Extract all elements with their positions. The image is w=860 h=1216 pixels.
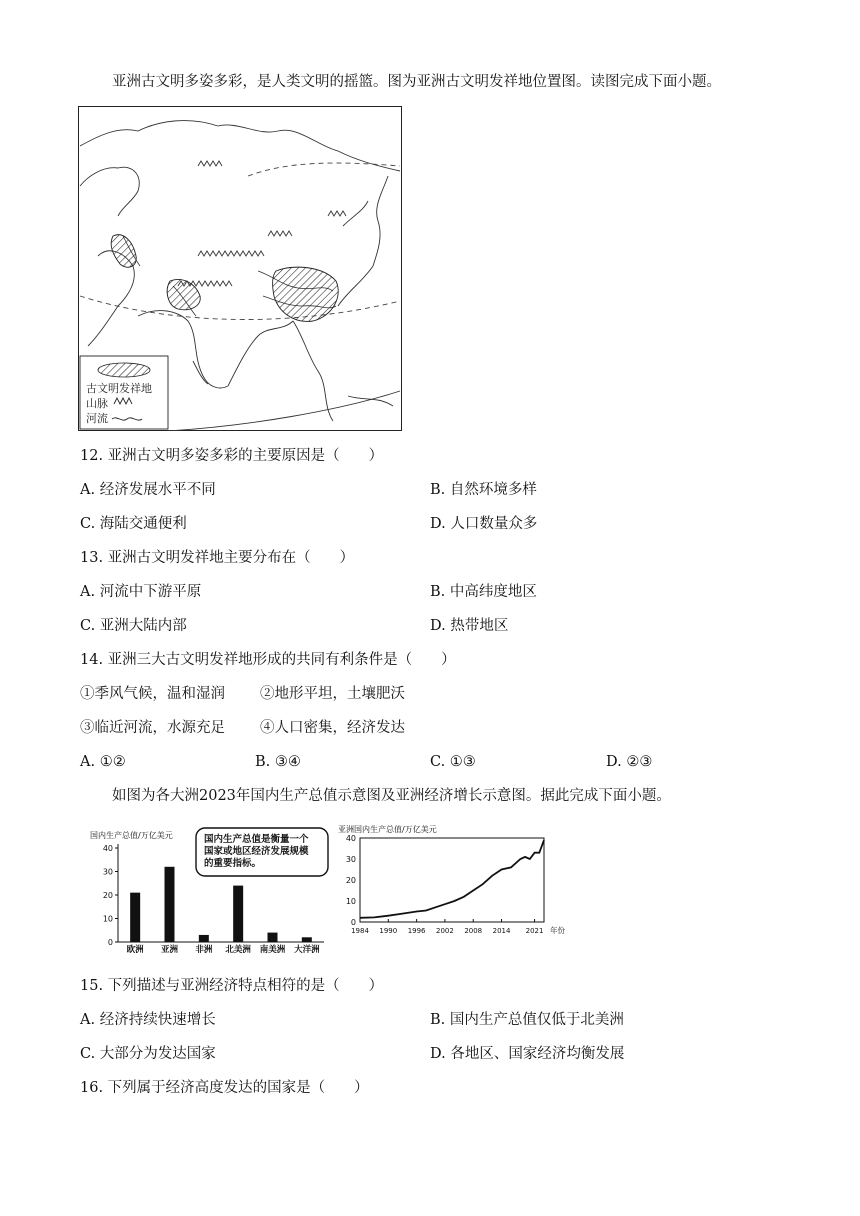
line-chart-xtick-label: 2014 [492,927,511,935]
q13-option-a[interactable]: A. 河流中下游平原 [80,584,202,600]
q13-option-c[interactable]: C. 亚洲大陆内部 [80,618,187,634]
bar-category-label: 大洋洲 [294,945,320,955]
q15-option-d[interactable]: D. 各地区、国家经济均衡发展 [430,1046,625,1062]
q12-stem: 12. 亚洲古文明多姿多彩的主要原因是（ ） [80,448,384,464]
q13-option-d[interactable]: D. 热带地区 [430,618,509,634]
asia-civilization-map [78,106,402,431]
q14-option-a[interactable]: A. ①② [80,754,126,770]
bar-category-label: 非洲 [195,945,213,955]
bar-1 [165,867,175,942]
map-legend [80,356,168,429]
line-chart-xtick-label: 1996 [407,927,426,935]
bar-4 [268,933,278,942]
section2-intro: 如图为各大洲2023年国内生产总值示意图及亚洲经济增长示意图。据此完成下面小题。 [112,788,671,804]
q13-stem: 13. 亚洲古文明发祥地主要分布在（ ） [80,550,355,566]
bar-chart-ytick-label: 10 [102,914,113,924]
legend-river-label: 河流 [86,412,108,425]
section1-intro: 亚洲古文明多姿多彩，是人类文明的摇篮。图为亚洲古文明发祥地位置图。读图完成下面小题。 [112,74,721,90]
line-chart-xtick-label: 2008 [464,927,483,935]
q14-statement-3: ③临近河流，水源充足 [80,720,225,736]
line-chart-ytick-label: 0 [350,918,356,927]
bar-5 [302,937,312,942]
gdp-callout-line: 的重要指标。 [204,858,262,869]
q14-option-d[interactable]: D. ②③ [606,754,653,770]
bar-chart-ylabel: 国内生产总值/万亿美元 [90,831,173,840]
q14-option-b[interactable]: B. ③④ [255,754,301,770]
continent-gdp-bar-chart [86,826,332,956]
bar-chart-ytick-label: 0 [107,938,113,947]
q14-stem: 14. 亚洲三大古文明发祥地形成的共同有利条件是（ ） [80,652,456,668]
line-chart-xtick-label: 1990 [379,927,398,935]
asia-gdp-line-chart [338,822,584,944]
bar-category-label: 欧洲 [126,945,144,955]
q12-option-d[interactable]: D. 人口数量众多 [430,516,538,532]
q15-option-c[interactable]: C. 大部分为发达国家 [80,1046,216,1062]
q15-stem: 15. 下列描述与亚洲经济特点相符的是（ ） [80,978,384,994]
line-chart-xtick-label: 1984 [351,927,369,935]
q16-stem: 16. 下列属于经济高度发达的国家是（ ） [80,1080,369,1096]
gdp-callout [196,828,328,876]
bar-category-label: 亚洲 [160,945,179,955]
bar-category-label: 北美洲 [225,945,251,955]
bar-2 [199,935,209,942]
asia-gdp-series-line [360,840,544,918]
gdp-callout-line: 国家或地区经济发展规模 [204,846,309,857]
line-chart-ytick-label: 20 [345,876,356,885]
q14-statement-2: ②地形平坦，土壤肥沃 [260,686,405,702]
line-chart-ylabel: 亚洲国内生产总值/万亿美元 [338,825,437,834]
bar-chart-ytick-label: 30 [102,867,113,877]
q12-option-c[interactable]: C. 海陆交通便利 [80,516,187,532]
line-chart-frame [360,838,544,922]
bar-category-label: 南美洲 [259,945,286,955]
q15-option-b[interactable]: B. 国内生产总值仅低于北美洲 [430,1012,624,1028]
line-chart-xlabel: 年份 [550,926,565,935]
line-chart-ytick-label: 30 [345,855,356,864]
line-chart-xtick-label: 2021 [525,927,544,935]
legend-mountain-label: 山脉 [86,397,108,410]
q14-option-c[interactable]: C. ①③ [430,754,476,770]
bar-chart-ytick-label: 20 [102,891,113,900]
q13-option-b[interactable]: B. 中高纬度地区 [430,584,537,600]
line-chart-ytick-label: 40 [345,834,356,843]
q12-option-b[interactable]: B. 自然环境多样 [430,482,537,498]
q12-option-a[interactable]: A. 经济发展水平不同 [80,482,216,498]
q14-statement-1: ①季风气候，温和湿润 [80,686,225,702]
line-chart-ytick-label: 10 [345,897,356,906]
bar-0 [130,893,140,942]
q14-statement-4: ④人口密集，经济发达 [260,720,405,736]
bar-3 [233,886,243,942]
legend-civilization-label: 古文明发祥地 [86,382,152,395]
gdp-callout-line: 国内生产总值是衡量一个 [204,834,309,845]
line-chart-xtick-label: 2002 [436,927,454,935]
q15-option-a[interactable]: A. 经济持续快速增长 [80,1012,216,1028]
bar-chart-ytick-label: 40 [102,844,113,853]
